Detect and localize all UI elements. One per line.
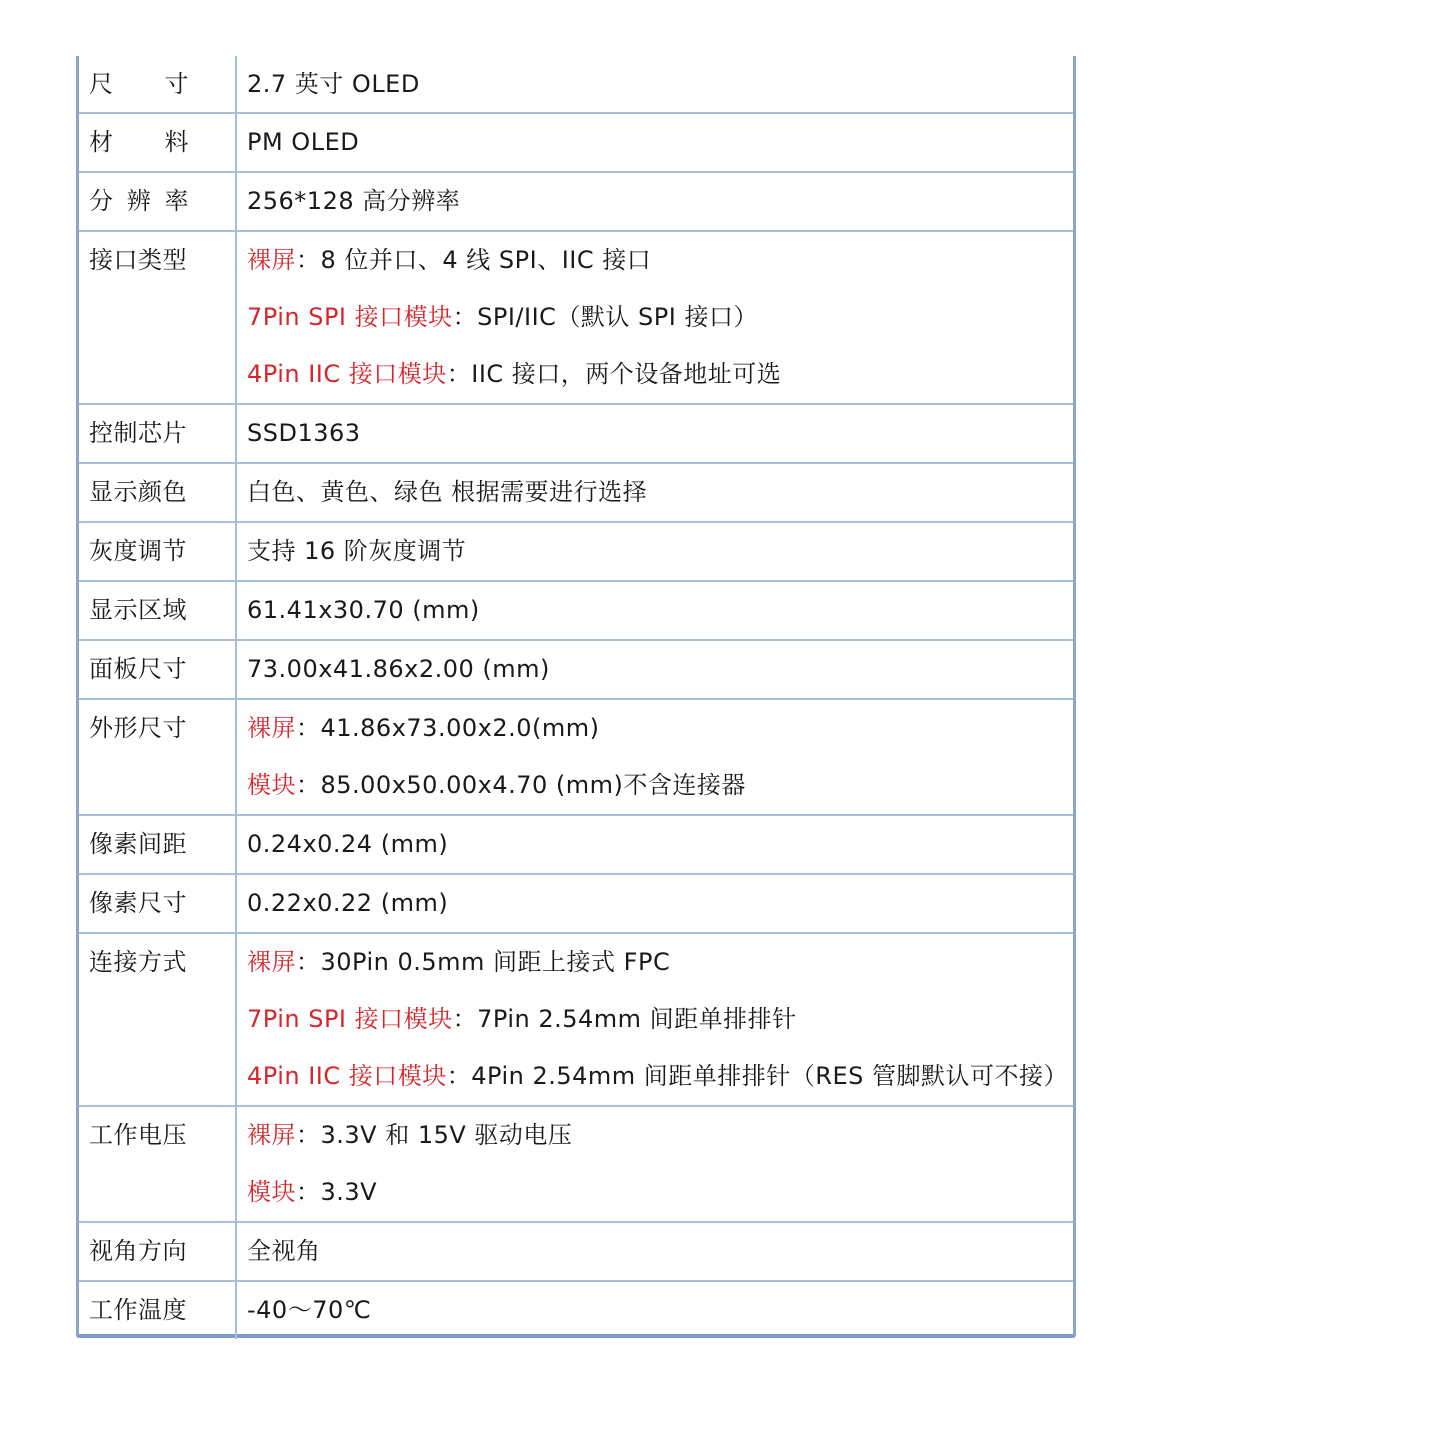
spec-label-cell bbox=[79, 581, 236, 640]
spec-label: 控制芯片 bbox=[89, 419, 187, 447]
spec-label-char: 材 bbox=[89, 128, 114, 156]
spec-value-line bbox=[247, 464, 1063, 521]
spec-value: 73.00x41.86x2.00 (mm) bbox=[247, 655, 550, 683]
spec-value-cell bbox=[236, 522, 1073, 581]
spec-label: 像素间距 bbox=[89, 830, 187, 858]
spec-value: ：30Pin 0.5mm 间距上接式 FPC bbox=[296, 948, 671, 976]
spec-label: 工作电压 bbox=[89, 1121, 187, 1149]
spec-highlight-label: 7Pin SPI 接口模块 bbox=[247, 1005, 453, 1033]
spec-row bbox=[79, 1281, 1073, 1339]
spec-label bbox=[89, 173, 189, 230]
spec-label-cell bbox=[79, 522, 236, 581]
spec-row bbox=[79, 1106, 1073, 1222]
spec-value-cell bbox=[236, 404, 1073, 463]
spec-value-cell bbox=[236, 1106, 1073, 1222]
spec-row bbox=[79, 231, 1073, 404]
spec-value-line bbox=[247, 523, 1063, 580]
spec-label: 灰度调节 bbox=[89, 537, 187, 565]
spec-row bbox=[79, 874, 1073, 933]
spec-label-char: 料 bbox=[164, 128, 189, 156]
spec-highlight-label: 4Pin IIC 接口模块 bbox=[247, 1062, 447, 1090]
spec-value-cell bbox=[236, 581, 1073, 640]
spec-value-cell bbox=[236, 874, 1073, 933]
spec-label: 连接方式 bbox=[89, 948, 187, 976]
spec-highlight-label: 模块 bbox=[247, 1178, 296, 1206]
spec-row bbox=[79, 463, 1073, 522]
spec-row bbox=[79, 640, 1073, 699]
spec-value-cell bbox=[236, 640, 1073, 699]
spec-label-char: 寸 bbox=[164, 70, 189, 98]
spec-value: ：4Pin 2.54mm 间距单排排针（RES 管脚默认可不接） bbox=[446, 1062, 1069, 1090]
spec-label-cell bbox=[79, 699, 236, 815]
spec-label: 接口类型 bbox=[89, 246, 187, 274]
spec-highlight-label: 7Pin SPI 接口模块 bbox=[247, 303, 453, 331]
spec-label: 工作温度 bbox=[89, 1296, 187, 1324]
spec-label bbox=[89, 56, 189, 112]
spec-label bbox=[89, 114, 189, 171]
spec-label-cell bbox=[79, 404, 236, 463]
spec-label-cell bbox=[79, 1281, 236, 1339]
spec-value-line bbox=[247, 991, 1063, 1048]
spec-value-line bbox=[247, 641, 1063, 698]
spec-label-cell bbox=[79, 56, 236, 113]
spec-value: 白色、黄色、绿色 根据需要进行选择 bbox=[247, 478, 648, 506]
spec-label-cell bbox=[79, 1222, 236, 1281]
spec-row bbox=[79, 172, 1073, 231]
spec-value-line bbox=[247, 757, 1063, 814]
spec-value-cell bbox=[236, 231, 1073, 404]
spec-label-char: 率 bbox=[164, 187, 189, 215]
spec-label: 显示颜色 bbox=[89, 478, 187, 506]
spec-value-line bbox=[247, 1107, 1063, 1164]
spec-label-char: 辨 bbox=[126, 187, 152, 215]
spec-label-cell bbox=[79, 1106, 236, 1222]
spec-label-char: 分 bbox=[89, 187, 114, 215]
spec-table-body bbox=[79, 56, 1073, 1339]
spec-value-line bbox=[247, 232, 1063, 289]
spec-value-line bbox=[247, 1048, 1069, 1105]
spec-value-line bbox=[247, 1223, 1063, 1280]
spec-label: 视角方向 bbox=[89, 1237, 187, 1265]
spec-value-cell bbox=[236, 1281, 1073, 1339]
spec-value-line bbox=[247, 114, 1063, 171]
spec-value-line bbox=[247, 56, 1063, 112]
spec-value: ：SPI/IIC（默认 SPI 接口） bbox=[452, 303, 758, 331]
spec-value-line bbox=[247, 700, 1063, 757]
spec-value: ：41.86x73.00x2.0(mm) bbox=[296, 714, 600, 742]
spec-value-line bbox=[247, 346, 1063, 403]
spec-label: 外形尺寸 bbox=[89, 714, 187, 742]
spec-value-line bbox=[247, 289, 1063, 346]
spec-highlight-label: 模块 bbox=[247, 771, 296, 799]
spec-label-cell bbox=[79, 815, 236, 874]
spec-row bbox=[79, 581, 1073, 640]
spec-label-cell bbox=[79, 463, 236, 522]
spec-highlight-label: 裸屏 bbox=[247, 714, 296, 742]
spec-value-cell bbox=[236, 699, 1073, 815]
spec-value-line bbox=[247, 934, 1063, 991]
spec-value: 0.22x0.22 (mm) bbox=[247, 889, 449, 917]
spec-label-cell bbox=[79, 172, 236, 231]
spec-value: ：7Pin 2.54mm 间距单排排针 bbox=[452, 1005, 797, 1033]
spec-value: PM OLED bbox=[247, 128, 360, 156]
spec-value: 256*128 高分辨率 bbox=[247, 187, 461, 215]
spec-value: ：85.00x50.00x4.70 (mm)不含连接器 bbox=[296, 771, 746, 799]
spec-label: 显示区域 bbox=[89, 596, 187, 624]
spec-value: SSD1363 bbox=[247, 419, 361, 447]
spec-highlight-label: 裸屏 bbox=[247, 948, 296, 976]
spec-value: ：8 位并口、4 线 SPI、IIC 接口 bbox=[296, 246, 652, 274]
spec-value-line bbox=[247, 816, 1063, 873]
spec-row bbox=[79, 56, 1073, 113]
spec-value-line bbox=[247, 405, 1063, 462]
spec-value-line bbox=[247, 875, 1063, 932]
spec-label: 面板尺寸 bbox=[89, 655, 187, 683]
spec-value: ：3.3V 和 15V 驱动电压 bbox=[296, 1121, 573, 1149]
spec-value: 全视角 bbox=[247, 1237, 321, 1265]
spec-highlight-label: 裸屏 bbox=[247, 1121, 296, 1149]
spec-label: 像素尺寸 bbox=[89, 889, 187, 917]
spec-value: ：3.3V bbox=[296, 1178, 378, 1206]
spec-label-cell bbox=[79, 640, 236, 699]
spec-value-line bbox=[247, 1164, 1063, 1221]
spec-highlight-label: 裸屏 bbox=[247, 246, 296, 274]
spec-value: 2.7 英寸 OLED bbox=[247, 70, 420, 98]
spec-label-char: 尺 bbox=[89, 70, 114, 98]
spec-value-line bbox=[247, 1282, 1063, 1339]
spec-value-line bbox=[247, 582, 1063, 639]
spec-value-cell bbox=[236, 113, 1073, 172]
spec-value-cell bbox=[236, 172, 1073, 231]
spec-row bbox=[79, 1222, 1073, 1281]
spec-label-cell bbox=[79, 231, 236, 404]
spec-row bbox=[79, 699, 1073, 815]
spec-value: 0.24x0.24 (mm) bbox=[247, 830, 449, 858]
spec-highlight-label: 4Pin IIC 接口模块 bbox=[247, 360, 447, 388]
spec-value: -40～70℃ bbox=[247, 1296, 372, 1324]
spec-label-cell bbox=[79, 874, 236, 933]
spec-value-cell bbox=[236, 56, 1073, 113]
spec-row bbox=[79, 404, 1073, 463]
spec-value-cell bbox=[236, 815, 1073, 874]
spec-value: ：IIC 接口，两个设备地址可选 bbox=[446, 360, 782, 388]
spec-label-cell bbox=[79, 113, 236, 172]
spec-value-line bbox=[247, 173, 1063, 230]
spec-row bbox=[79, 113, 1073, 172]
spec-row bbox=[79, 815, 1073, 874]
spec-row bbox=[79, 933, 1073, 1106]
spec-value-cell bbox=[236, 463, 1073, 522]
spec-label-cell bbox=[79, 933, 236, 1106]
spec-table bbox=[79, 56, 1073, 1339]
spec-value: 61.41x30.70 (mm) bbox=[247, 596, 480, 624]
spec-value: 支持 16 阶灰度调节 bbox=[247, 537, 467, 565]
spec-row bbox=[79, 522, 1073, 581]
spec-table-frame bbox=[76, 56, 1076, 1338]
spec-value-cell bbox=[236, 1222, 1073, 1281]
spec-value-cell bbox=[236, 933, 1073, 1106]
